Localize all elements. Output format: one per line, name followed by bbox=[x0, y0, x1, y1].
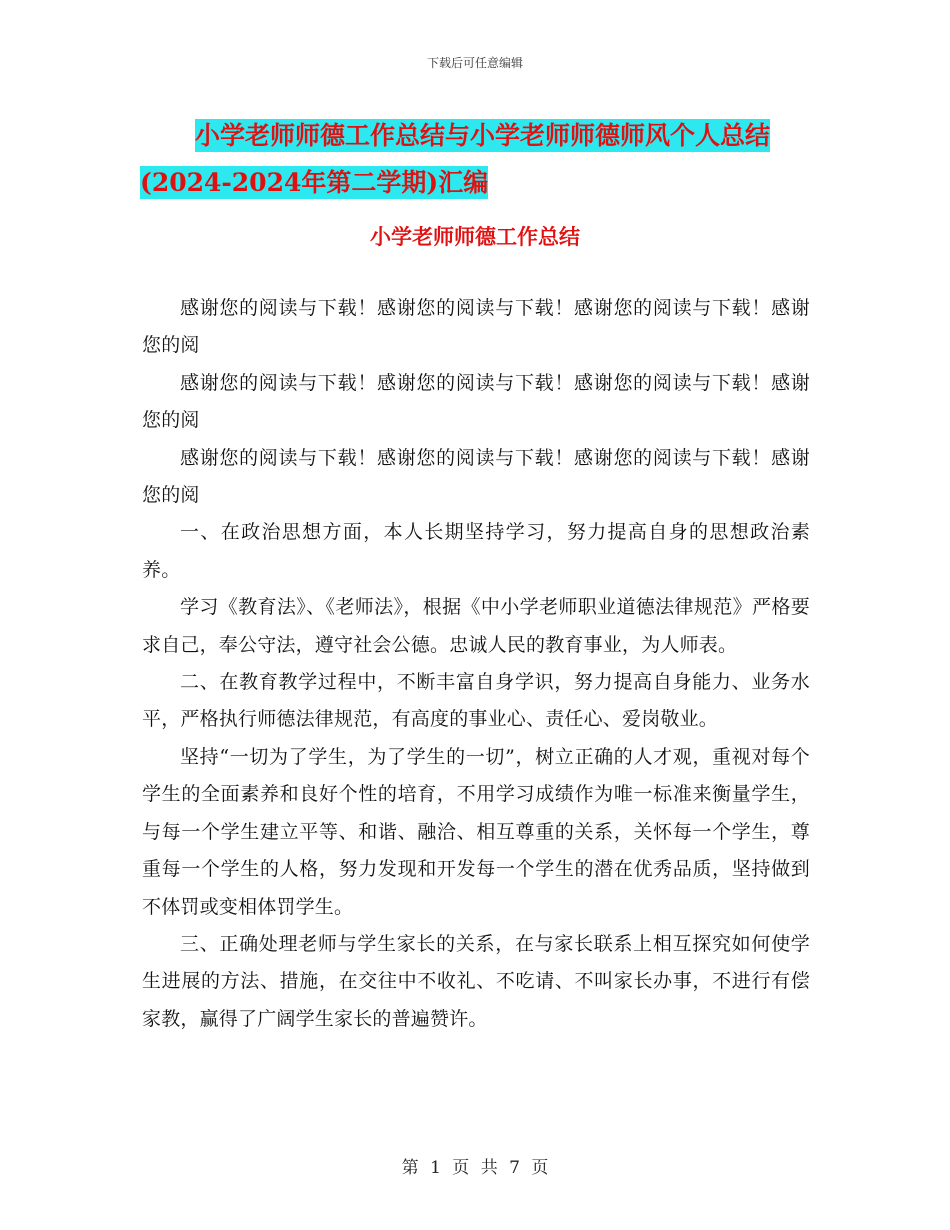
paragraph: 学习《教育法》、《老师法》，根据《中小学老师职业道德法律规范》严格要求自己，奉公守法，遵守社会公德。忠诚人民的教育事业，为人师表。 bbox=[142, 596, 810, 656]
paragraph: 感谢您的阅读与下载！感谢您的阅读与下载！感谢您的阅读与下载！感谢您的阅 bbox=[142, 446, 810, 507]
document-title-line-2 bbox=[140, 159, 810, 206]
page-number: 第 1 页 共 7 页 bbox=[401, 1158, 549, 1178]
paragraph: 三、正确处理老师与学生家长的关系，在与家长联系上相互探究如何使学生进展的方法、措施，在交往中不收礼、不吃请、不叫家长办事，不进行有偿家教，赢得了广阔学生家长的普遍赞许。 bbox=[142, 932, 810, 1030]
paragraph: 感谢您的阅读与下载！感谢您的阅读与下载！感谢您的阅读与下载！感谢您的阅 bbox=[142, 371, 810, 432]
paragraph: 一、在政治思想方面，本人长期坚持学习，努力提高自身的思想政治素养。 bbox=[142, 521, 810, 581]
document-title-line-1-text: 小学老师师德工作总结与小学老师师德师风个人总结 bbox=[195, 121, 771, 150]
paragraph: 坚持“一切为了学生，为了学生的一切”，树立正确的人才观，重视对每个学生的全面素养和良好个性的培育，不用学习成绩作为唯一标准来衡量学生，与每一个学生建立平等、和谐、融洽、相互尊重的关系，关怀每一个学生，尊重每一个学生的人格，努力发现和开发每一个学生的潜在优秀品质，坚持做到不体罚或变相体罚学生。 bbox=[142, 745, 810, 918]
document-title-line-1 bbox=[140, 112, 810, 159]
header-note: 下载后可任意编辑 bbox=[426, 56, 523, 70]
paragraph: 感谢您的阅读与下载！感谢您的阅读与下载！感谢您的阅读与下载！感谢您的阅 bbox=[142, 297, 810, 357]
body-text bbox=[142, 290, 810, 1038]
paragraph: 二、在教育教学过程中，不断丰富自身学识，努力提高自身能力、业务水平，严格执行师德法律规范，有高度的事业心、责任心、爱岗敬业。 bbox=[142, 671, 810, 731]
document-title-line-2-text: (2024-2024年第二学期)汇编 bbox=[140, 168, 489, 197]
section-title: 小学老师师德工作总结 bbox=[370, 224, 580, 249]
document-title bbox=[140, 112, 810, 206]
